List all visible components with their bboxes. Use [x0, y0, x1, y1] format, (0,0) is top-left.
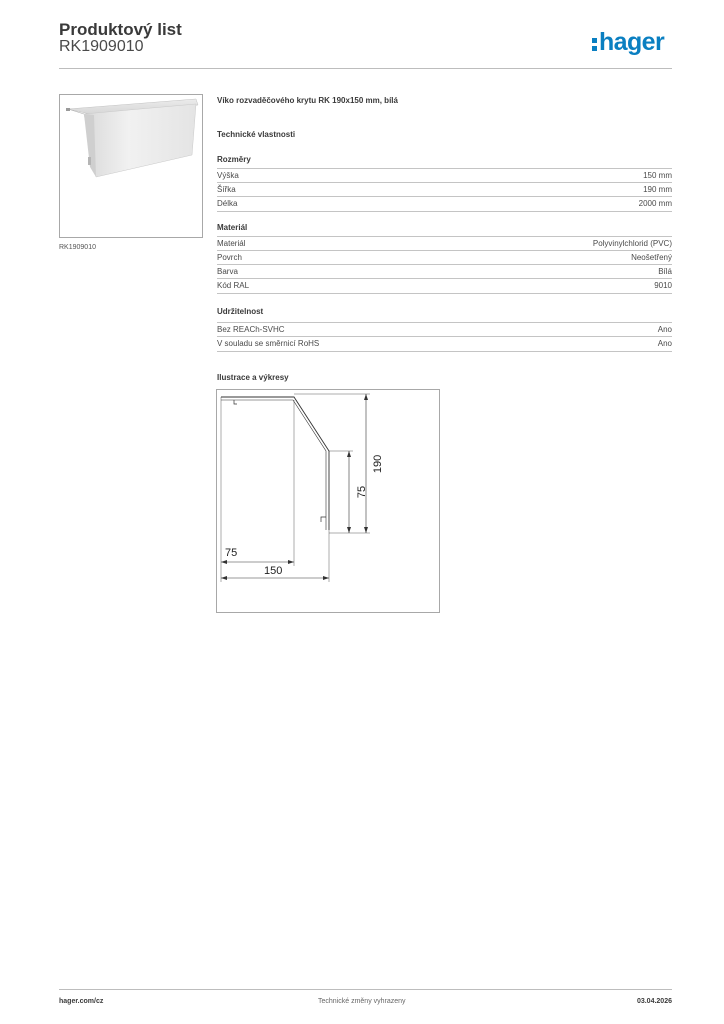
table-row	[217, 322, 672, 337]
logo-text: hager	[599, 28, 665, 56]
table-row	[217, 236, 672, 251]
table-row	[217, 264, 672, 279]
arrow	[347, 527, 351, 533]
illustrations-heading: Ilustrace a výkresy	[217, 373, 289, 382]
row-label: Kód RAL	[217, 281, 250, 290]
footer-divider	[59, 989, 672, 990]
profile-outline	[221, 397, 329, 530]
row-label: Materiál	[217, 239, 246, 248]
product-code: RK1909010	[59, 38, 144, 55]
dim-label-190: 190	[372, 454, 384, 474]
table-row	[217, 336, 672, 352]
arrow	[347, 451, 351, 457]
arrow	[221, 560, 227, 564]
section-title-material: Materiál	[217, 223, 248, 232]
footer-website: hager.com/cz	[59, 998, 104, 1005]
product-name: Víko rozvaděčového krytu RK 190x150 mm, bílá	[217, 96, 398, 105]
footer-disclaimer: Technické změny vyhrazeny	[318, 998, 406, 1005]
footer-date: 03.04.2026	[636, 998, 672, 1005]
table-row	[217, 182, 672, 197]
row-label: Šířka	[217, 185, 236, 194]
dim-label-75-horizontal: 75	[225, 547, 238, 559]
dim-label-75-vertical: 75	[356, 485, 368, 499]
product-photo-illustration	[60, 95, 202, 237]
row-label: Povrch	[217, 253, 242, 262]
profile-inner-outline	[221, 400, 326, 530]
row-label: V souladu se směrnicí RoHS	[217, 339, 320, 348]
document-title: Produktový list	[59, 20, 182, 39]
bottom-hook	[321, 517, 326, 522]
table-row	[217, 278, 672, 294]
table-row	[217, 250, 672, 265]
section-title-sustainability: Udržitelnost	[217, 307, 264, 316]
row-value: Neošetřený	[631, 253, 672, 262]
technical-drawing	[216, 389, 440, 613]
technical-drawing-svg	[217, 390, 439, 612]
row-label: Barva	[217, 267, 238, 276]
hager-logo	[592, 28, 664, 56]
product-image	[59, 94, 203, 238]
dim-label-150: 150	[264, 565, 283, 577]
arrow	[323, 576, 329, 580]
row-label: Bez REACh-SVHC	[217, 325, 285, 334]
row-value: Bílá	[658, 267, 672, 276]
row-label: Výška	[217, 171, 239, 180]
row-value: 190 mm	[643, 185, 672, 194]
technical-properties-heading: Technické vlastnosti	[217, 130, 296, 139]
row-value: 9010	[654, 281, 672, 290]
arrow	[364, 527, 368, 533]
row-value: Ano	[657, 339, 672, 348]
row-value: Polyvinylchlorid (PVC)	[592, 239, 672, 248]
section-title-dimensions: Rozměry	[217, 155, 251, 164]
row-label: Délka	[217, 199, 238, 208]
arrow	[221, 576, 227, 580]
left-hook	[234, 400, 237, 404]
table-row	[217, 168, 672, 183]
row-value: Ano	[657, 325, 672, 334]
table-row	[217, 196, 672, 212]
logo-dots-icon	[592, 34, 597, 52]
header-divider	[59, 68, 672, 69]
row-value: 2000 mm	[638, 199, 672, 208]
row-value: 150 mm	[643, 171, 672, 180]
arrow	[288, 560, 294, 564]
product-image-caption: RK1909010	[59, 244, 96, 251]
arrow	[364, 394, 368, 400]
